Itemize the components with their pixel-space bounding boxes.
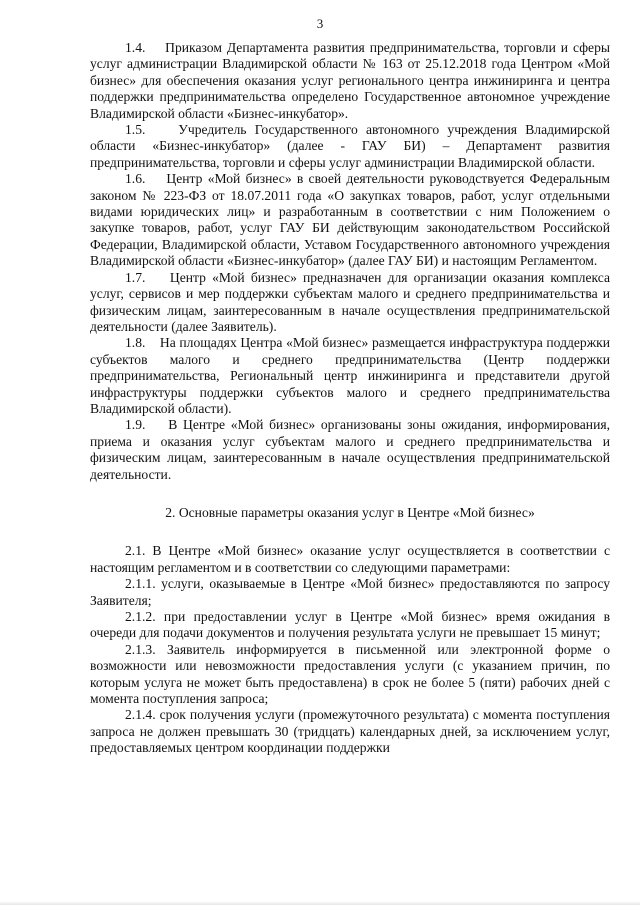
paragraph-1-8: 1.8. На площадях Центра «Мой бизнес» размещается инфраструктура поддержки субъектов малого и среднего предпринимательства (Центр поддержки предпринимательства, Региональный центр инжиниринга и представители другой инфраструктуры поддержки субъектов малого и среднего предпринимательства Владимирской области). <box>90 335 610 416</box>
section-2-heading: 2. Основные параметры оказания услуг в Центре «Мой бизнес» <box>165 504 535 520</box>
document-body <box>90 40 610 757</box>
paragraph-1-5: 1.5. Учредитель Государственного автономного учреждения Владимирской области «Бизнес-инкубатор» (далее - ГАУ БИ) – Департамент развития предпринимательства, торговли и сферы услуг администрации Владимирской области. <box>90 122 610 170</box>
paragraph-2-1-2: 2.1.2. при предоставлении услуг в Центре «Мой бизнес» время ожидания в очереди для подачи документов и получения результата услуги не превышает 15 минут; <box>90 609 610 641</box>
paragraph-1-6: 1.6. Центр «Мой бизнес» в своей деятельности руководствуется Федеральным законом № 223-ФЗ от 18.07.2011 года «О закупках товаров, работ, услуг отдельными видами юридических лиц» и разработанным в соответствии с ним Положением о закупке товаров, работ, услуг ГАУ БИ действующим законодательством Российской Федерации, Владимирской области, Уставом Государственного автономного учреждения Владимирской области «Бизнес-инкубатор» (далее ГАУ БИ) и настоящим Регламентом. <box>90 171 610 269</box>
paragraph-2-1-4: 2.1.4. срок получения услуги (промежуточного результата) с момента поступления запроса не должен превышать 30 (тридцать) календарных дней, за исключением услуг, предоставляемых центром координации поддержки <box>90 707 610 756</box>
paragraph-2-1-3: 2.1.3. Заявитель информируется в письменной или электронной форме о возможности или невозможности предоставления услуги (с указанием причин, по которым услуга не может быть предоставлена) в срок не более 5 (пяти) рабочих дней с момента поступления запроса; <box>90 641 610 707</box>
paragraph-1-9: 1.9. В Центре «Мой бизнес» организованы зоны ожидания, информирования, приема и оказания услуг субъектам малого и среднего предпринимательства и физическим лицам, заинтересованным в начале осуществления предпринимательской деятельности. <box>90 417 610 482</box>
page-number: 3 <box>316 16 324 31</box>
paragraph-2-1-1: 2.1.1. услуги, оказываемые в Центре «Мой бизнес» предоставляются по запросу Заявителя; <box>90 576 610 608</box>
paragraph-1-7: 1.7. Центр «Мой бизнес» предназначен для организации оказания комплекса услуг, сервисов и мер поддержки субъектам малого и среднего предпринимательства и физическим лицам, заинтересованным в начале осуществления предпринимательской деятельности (далее Заявитель). <box>90 269 610 334</box>
paragraph-2-1: 2.1. В Центре «Мой бизнес» оказание услуг осуществляется в соответствии с настоящим регламентом и в соответствии со следующими параметрами: <box>90 543 610 575</box>
paragraph-1-4: 1.4. Приказом Департамента развития предпринимательства, торговли и сферы услуг администрации Владимирской области № 163 от 25.12.2018 года Центром «Мой бизнес» для обеспечения оказания услуг регионального центра инжиниринга и центра поддержки предпринимательства определено Государственное автономное учреждение Владимирской области «Бизнес-инкубатор». <box>90 40 610 121</box>
scan-bottom-edge <box>0 901 640 905</box>
